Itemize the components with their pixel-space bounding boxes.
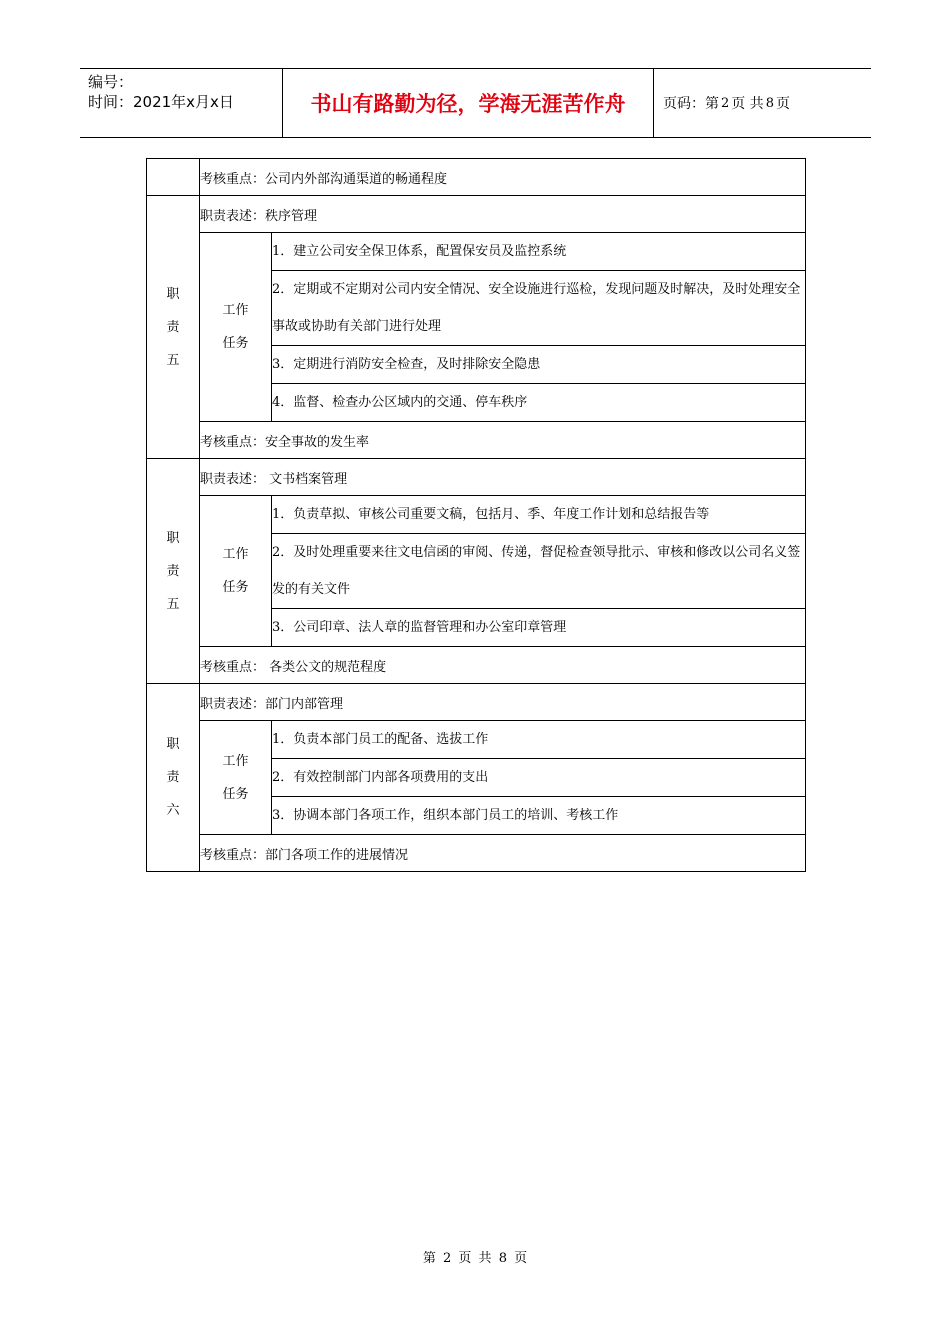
header-page-info: [654, 69, 871, 137]
eval-focus: 考核重点：公司内外部沟通渠道的畅通程度: [200, 159, 806, 196]
table-row: [147, 835, 806, 872]
empty-cell: [147, 159, 200, 196]
header-motto: 书山有路勤为径，学海无涯苦作舟: [282, 69, 654, 137]
task-item: 1．负责草拟、审核公司重要文稿，包括月、季、年度工作计划和总结报告等: [272, 496, 806, 534]
duty-statement: 职责表述：秩序管理: [200, 196, 806, 233]
page-prefix: 页码：第: [663, 96, 719, 112]
header-meta: [80, 69, 282, 137]
task-item: 1．负责本部门员工的配备、选拔工作: [272, 721, 806, 759]
task-header: 工作 任务: [200, 233, 272, 422]
table-row: [147, 647, 806, 684]
duty-statement: 职责表述：部门内部管理: [200, 684, 806, 721]
page-header: [80, 68, 871, 138]
duty-label: 职 责 五: [147, 196, 200, 459]
number-label: 编号：: [88, 73, 134, 91]
table-row: [147, 496, 806, 534]
task-header: 工作 任务: [200, 721, 272, 835]
page-footer: 第 2 页 共 8 页: [422, 1251, 528, 1266]
task-item: 2．有效控制部门内部各项费用的支出: [272, 759, 806, 797]
task-item: 3．公司印章、法人章的监督管理和办公室印章管理: [272, 609, 806, 647]
eval-focus: 考核重点：部门各项工作的进展情况: [200, 835, 806, 872]
time-label: 时间：2021年x月x日: [88, 93, 234, 111]
task-item: 3．定期进行消防安全检查，及时排除安全隐患: [272, 346, 806, 384]
page-mid: 页 共: [731, 96, 764, 112]
table-row: [147, 422, 806, 459]
table-row: [147, 721, 806, 759]
table-row: [147, 684, 806, 721]
table-row: [147, 459, 806, 496]
duty-label: 职 责 五: [147, 459, 200, 684]
task-item: 1．建立公司安全保卫体系，配置保安员及监控系统: [272, 233, 806, 271]
duty-statement: 职责表述： 文书档案管理: [200, 459, 806, 496]
task-item: 2．及时处理重要来往文电信函的审阅、传递，督促检查领导批示、审核和修改以公司名义签发的有关文件: [272, 534, 806, 609]
table-row: [147, 159, 806, 196]
task-item: 2．定期或不定期对公司内安全情况、安全设施进行巡检，发现问题及时解决，及时处理安全事故或协助有关部门进行处理: [272, 271, 806, 346]
task-item: 3．协调本部门各项工作，组织本部门员工的培训、考核工作: [272, 797, 806, 835]
page-suffix: 页: [776, 96, 791, 112]
task-header: 工作 任务: [200, 496, 272, 647]
duty-table: [146, 158, 806, 872]
task-item: 4．监督、检查办公区域内的交通、停车秩序: [272, 384, 806, 422]
eval-focus: 考核重点： 各类公文的规范程度: [200, 647, 806, 684]
page-total: 8: [765, 95, 775, 111]
page-number: 2: [721, 95, 730, 111]
eval-focus: 考核重点：安全事故的发生率: [200, 422, 806, 459]
table-row: [147, 233, 806, 271]
table-row: [147, 196, 806, 233]
duty-label: 职 责 六: [147, 684, 200, 872]
